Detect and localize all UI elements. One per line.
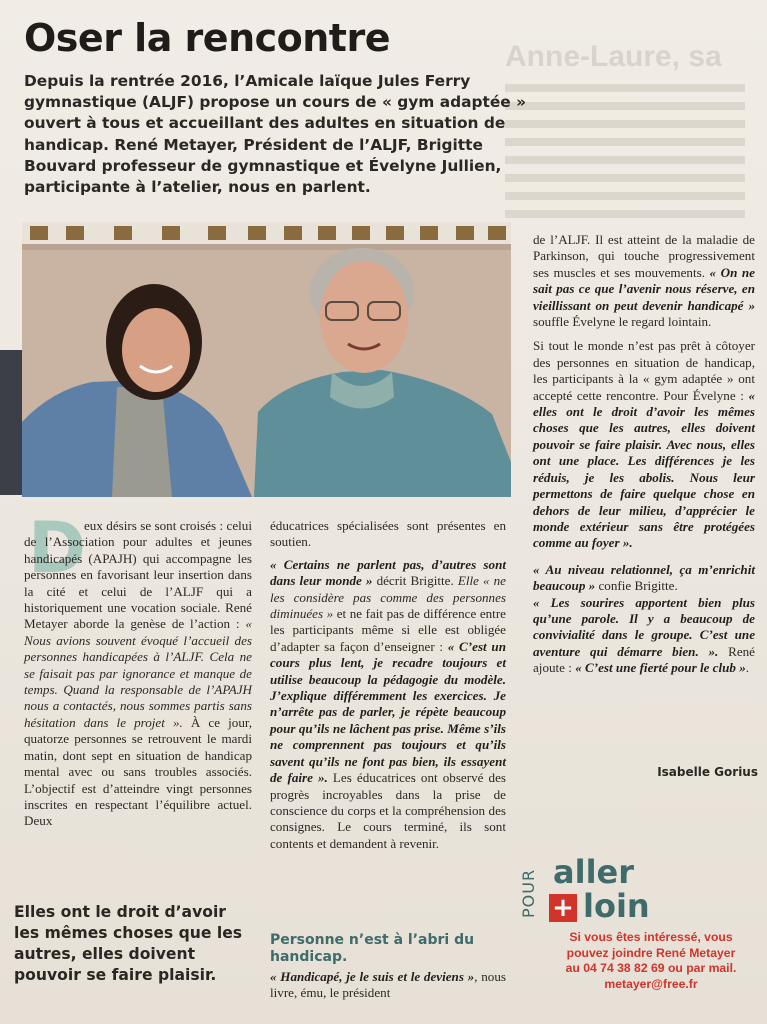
paragraph: « Certains ne parlent pas, d’autres sont dans leur monde » décrit Brigitte. Elle « ne les considère pas comme des personnes diminuées » et ne fait pas de différence entre les participants même si elle est obligée d’adapter sa façon d’enseigner : « C’est un cours plus lent, je recadre toujours et utilise beaucoup la pédagogie du modèle. J’explique différemment les exercices. Je n’arrête pas de parler, je répète beaucoup pour qu’ils ne lâchent pas prise. Même s’ils ne comprennent pas toujours et qu’ils savent qu’ils ne font pas bien, ils essayent de faire ». Les éducatrices ont observé des progrès incroyables dans la prise de conscience du corps et la compréhension des consignes. Le cours terminé, ils sont contents et demandent à revenir. [270,556,506,851]
article-column-middle [270,518,506,858]
box-contact [541,930,761,992]
paragraph: « Au niveau relationnel, ça m’enrichit beaucoup » confie Brigitte. « Les sourires apportent bien plus qu’une parole. Il y a beaucoup de convivialité dans le groupe. C’est une aventure qui démarre bien. ». René ajoute : « C’est une fierté pour le club ». [533,561,755,676]
paragraph: Si tout le monde n’est pas prêt à côtoyer des personnes en situation de handicap, les participants à la « gym adaptée » ont accepté cette rencontre. Pour Évelyne : « elles ont le droit d’avoir les mêmes choses que les autres, elles doivent pouvoir se faire plaisir. Avec nous, elles ont une place. Les différences je les réduis, je les abolis. Nous leur permettons de faire quelque chose en dehors de leur milieu, d’apprécier le monde extérieur sans être protégées comme au foyer ». [533,338,755,551]
article-photo [22,222,511,497]
drop-cap: D [28,507,87,589]
article-intro: Depuis la rentrée 2016, l’Amicale laïque Jules Ferry gymnastique (ALJF) propose un cours de « gym adaptée » ouvert à tous et accueillant des adultes en situation de handicap. René Metayer, Président de l’ALJF, Brigitte Bouvard professeur de gymnastique et Évelyne Jullien, participante à l’atelier, nous en parlent. [24,72,527,197]
paragraph: eux désirs se sont croisés : celui de l’Association pour adultes et jeunes handicapés (APAJH) qui accompagne les personnes en favorisant leur insertion dans la cité et celui de l’ALJF qui a historiquement une vocation sociale. René Metayer aborde la genèse de l’action : « Nous avions souvent évoqué l’accueil des personnes handicapées à l’ALJF. Cela ne se faisait pas par ignorance et manque de temps. Quand la responsable de l’APAJH nous a contactés, nous sommes partis sans hésitation dans le projet ». À ce jour, quatorze personnes se retrouvent le mardi matin, dont sept en situation de handicap mental avec ou sans troubles associés. L’objectif est d’atteindre vingt personnes inscrites en respectant l’équilibre actuel. Deux [24,518,252,829]
contact-email: metayer@free.fr [604,976,698,991]
paragraph: de l’ALJF. Il est atteint de la maladie de Parkinson, qui touche progressivement ses muscles et ses mouvements. « On ne sait pas ce que l’avenir nous réserve, en vieillissant on peut devenir handicapé » souffle Évelyne le regard lointain. [533,232,755,330]
contact-line: au 04 74 38 82 69 ou par mail. [565,961,737,976]
article-author: Isabelle Gorius [657,765,758,779]
facing-page-title: Anne-Laure, sa [505,40,722,73]
pull-quote: Elles ont le droit d’avoir les mêmes choses que les autres, elles doivent pouvoir se faire plaisir. [14,903,243,984]
box-pour-label: POUR [519,868,538,918]
article-column-left [24,518,252,836]
paragraph: « Handicapé, je le suis et le deviens », nous livre, ému, le président [270,969,506,1001]
article-column-middle-continued [270,969,506,1008]
contact-line: Si vous êtes intéressé, vous [569,930,733,944]
facing-page-bleed [505,40,767,240]
section-subhead: Personne n’est à l’abri du handicap. [270,932,475,965]
article-column-right [533,232,755,683]
box-loin-word: loin [583,887,650,925]
plus-icon: + [549,894,577,922]
paragraph: éducatrices spécialisées sont présentes en soutien. [270,518,506,550]
contact-line: pouvez joindre René Metayer [566,945,736,960]
article-title: Oser la rencontre [24,16,390,60]
box-aller-word: aller [553,853,635,891]
photo-edge-strip [0,350,22,495]
